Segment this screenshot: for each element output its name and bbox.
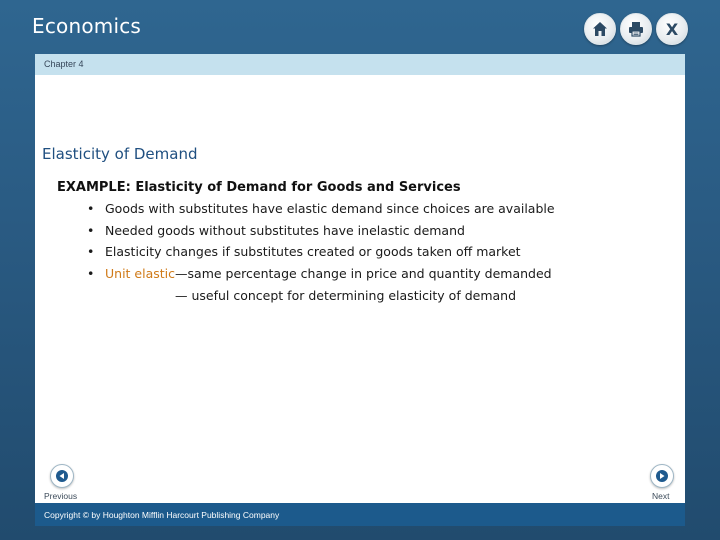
bullet-text: Needed goods without substitutes have inelastic demand bbox=[105, 222, 465, 238]
arrow-right-icon bbox=[656, 470, 668, 482]
slide-title: Elasticity of Demand bbox=[42, 145, 198, 163]
arrow-left-icon bbox=[56, 470, 68, 482]
footer-bar bbox=[35, 503, 685, 526]
bullet-text: —same percentage change in price and quantity demanded bbox=[175, 265, 552, 281]
list-item bbox=[87, 223, 555, 245]
print-icon bbox=[627, 20, 645, 38]
copyright-text: Copyright © by Houghton Mifflin Harcourt Publishing Company bbox=[44, 510, 280, 520]
chapter-label: Chapter 4 bbox=[44, 59, 84, 69]
bullet-icon: • bbox=[87, 265, 95, 281]
bullet-icon: • bbox=[87, 222, 95, 238]
term-unit-elastic: Unit elastic bbox=[105, 265, 176, 281]
close-icon: X bbox=[665, 19, 679, 39]
list-item bbox=[87, 201, 555, 223]
bullet-list bbox=[87, 201, 555, 287]
bullet-text: Elasticity changes if substitutes created or goods taken off market bbox=[105, 244, 521, 259]
bullet-icon: • bbox=[87, 244, 95, 259]
close-button[interactable] bbox=[656, 13, 688, 45]
example-heading: EXAMPLE: Elasticity of Demand for Goods and Services bbox=[57, 180, 461, 195]
print-button[interactable] bbox=[620, 13, 652, 45]
bullet-icon: • bbox=[87, 201, 95, 216]
next-label[interactable]: Next bbox=[652, 491, 670, 501]
next-button[interactable] bbox=[650, 464, 674, 488]
previous-label[interactable]: Previous bbox=[44, 491, 78, 501]
chapter-strip bbox=[35, 54, 685, 75]
home-icon bbox=[591, 20, 609, 38]
app-title: Economics bbox=[32, 14, 142, 38]
bullet-continuation: — useful concept for determining elasticity of demand bbox=[175, 288, 517, 303]
previous-button[interactable] bbox=[50, 464, 74, 488]
bullet-text: Goods with substitutes have elastic demand since choices are available bbox=[105, 201, 555, 216]
list-item bbox=[87, 266, 555, 288]
list-item bbox=[87, 244, 555, 266]
slide-content bbox=[35, 75, 685, 503]
home-button[interactable] bbox=[584, 13, 616, 45]
